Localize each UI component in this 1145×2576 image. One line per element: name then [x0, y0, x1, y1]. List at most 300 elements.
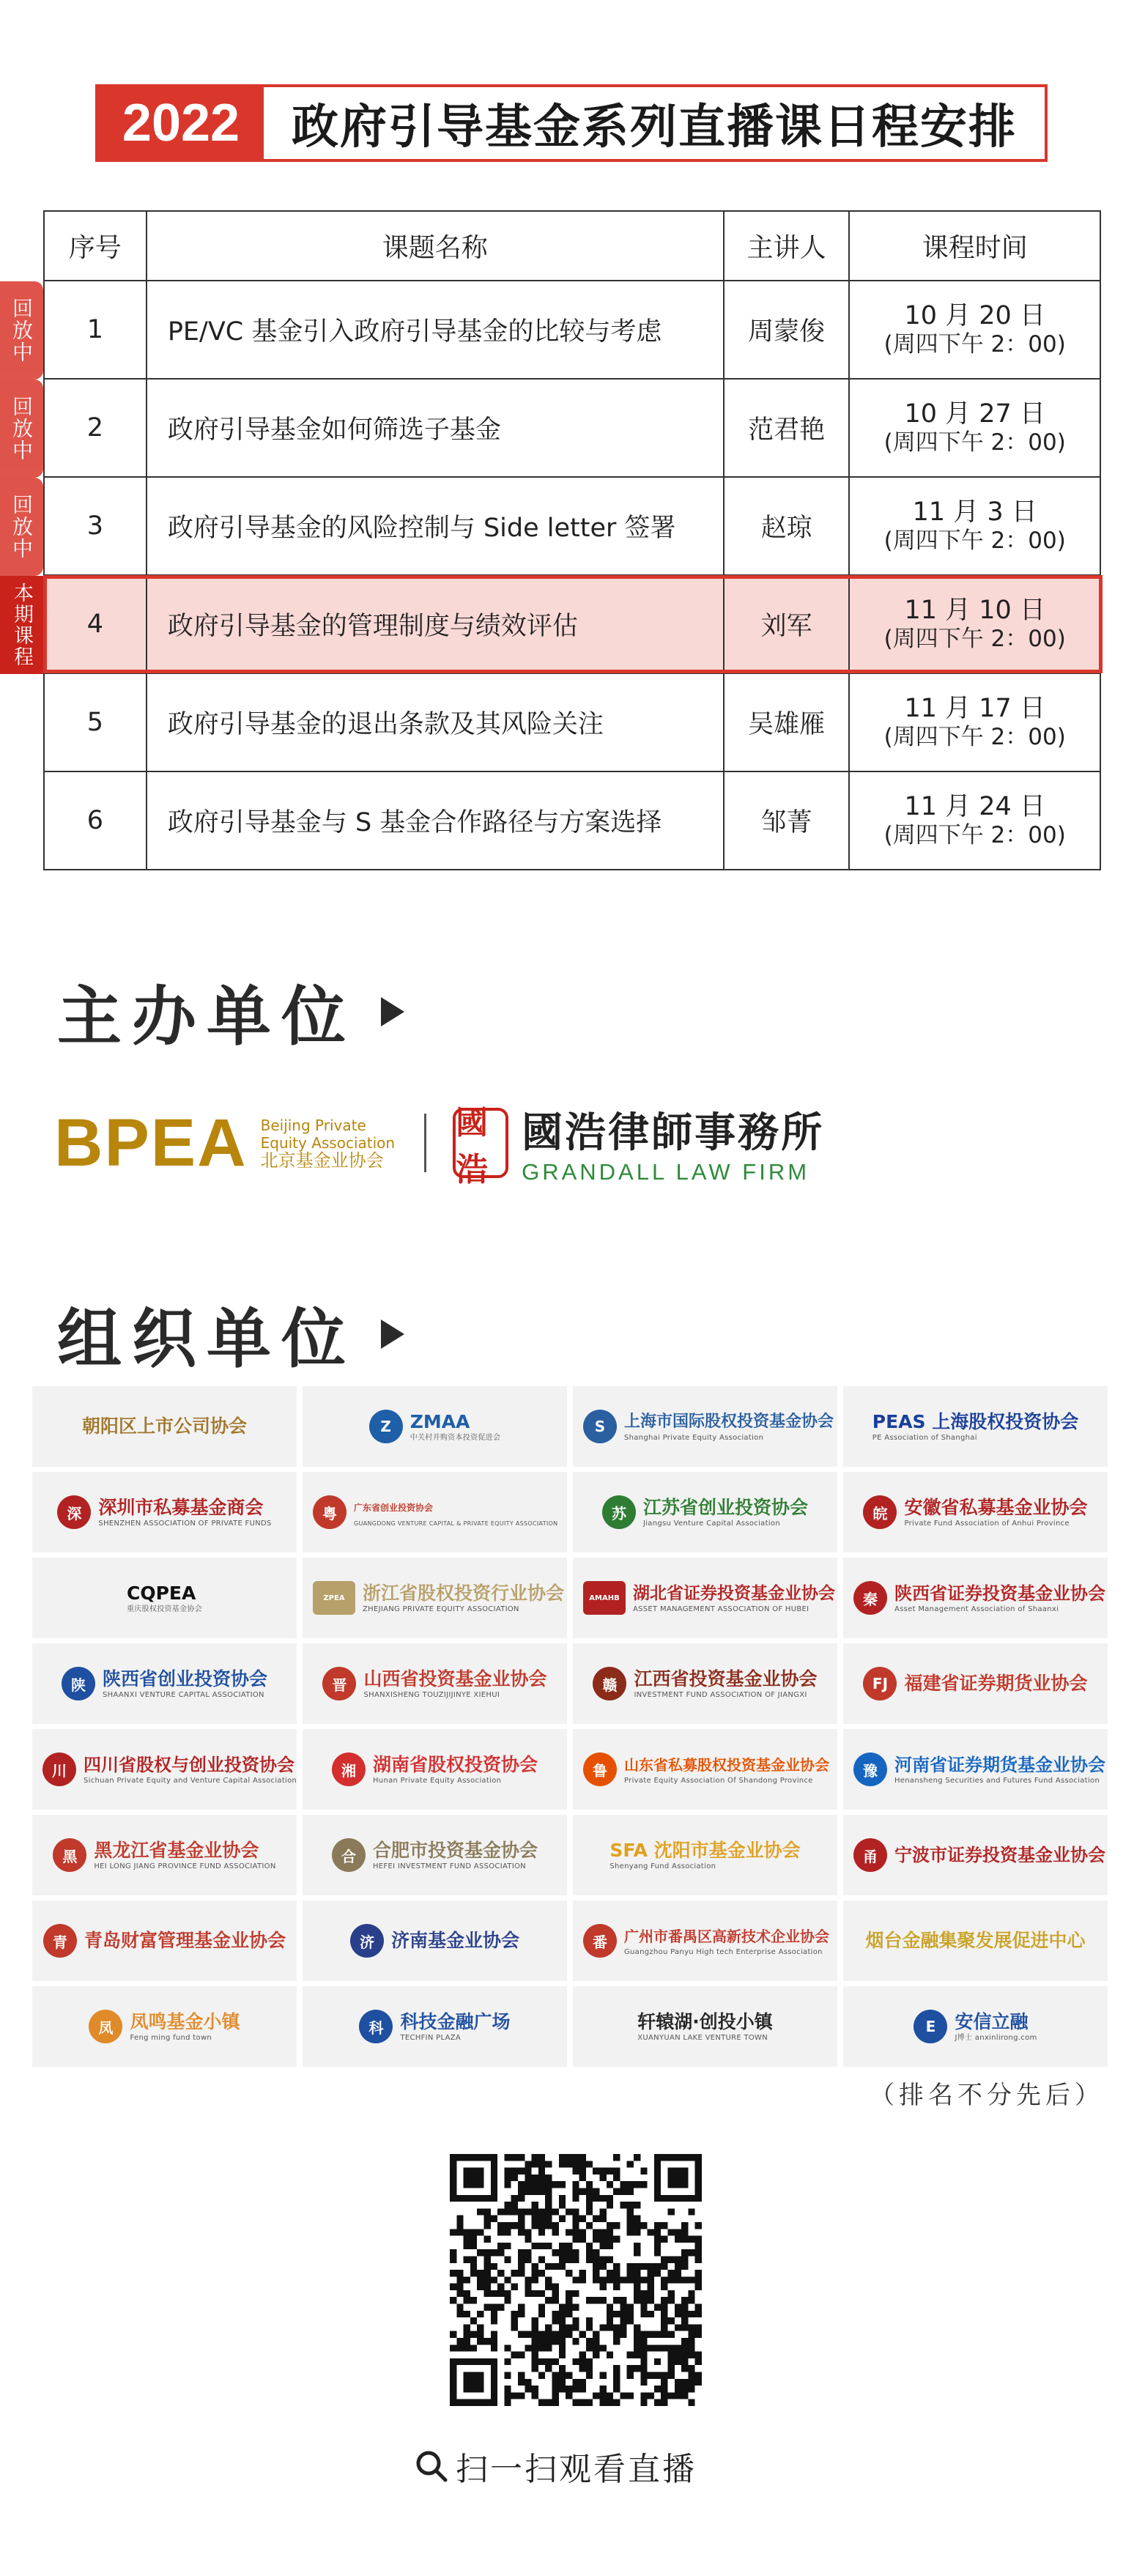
qr-module — [620, 2311, 626, 2317]
qr-module — [450, 2256, 456, 2262]
qr-module — [545, 2324, 552, 2331]
organizer-emblem-icon: 赣 — [593, 1667, 626, 1700]
qr-module — [661, 2276, 667, 2283]
qr-module — [634, 2284, 640, 2290]
qr-module — [470, 2297, 477, 2303]
qr-module — [593, 2270, 599, 2276]
qr-module — [607, 2352, 613, 2358]
qr-module — [483, 2276, 490, 2283]
organizer-logo — [573, 1900, 837, 1981]
qr-module — [497, 2284, 504, 2290]
qr-module — [654, 2399, 661, 2406]
qr-module — [538, 2338, 545, 2344]
qr-module — [640, 2290, 647, 2297]
qr-module — [511, 2154, 518, 2161]
qr-module — [511, 2175, 518, 2181]
qr-module — [559, 2372, 566, 2379]
qr-module — [532, 2216, 538, 2222]
qr-module — [572, 2324, 579, 2331]
qr-module — [464, 2243, 470, 2249]
qr-module — [545, 2365, 552, 2372]
replay-tag[interactable]: 回放中 — [0, 281, 43, 380]
qr-module — [538, 2256, 545, 2262]
qr-module — [552, 2181, 558, 2188]
qr-module — [504, 2202, 511, 2208]
qr-module — [668, 2317, 675, 2324]
qr-module — [572, 2195, 579, 2202]
qr-module — [552, 2372, 558, 2379]
title-banner — [95, 84, 1048, 162]
qr-module — [600, 2297, 607, 2303]
qr-module — [491, 2276, 497, 2283]
organizer-emblem-icon: 川 — [42, 1753, 76, 1786]
qr-module — [634, 2352, 640, 2358]
qr-module — [538, 2270, 545, 2276]
qr-module — [593, 2188, 599, 2194]
qr-module — [640, 2392, 647, 2399]
organizer-emblem-icon: ZPEA — [313, 1581, 355, 1615]
qr-module — [518, 2379, 525, 2386]
qr-module — [579, 2276, 586, 2283]
qr-module — [525, 2284, 531, 2290]
organizer-logo — [303, 1472, 567, 1552]
organizer-english-name: Feng ming fund town — [130, 2033, 212, 2042]
qr-module — [600, 2216, 607, 2222]
replay-tag[interactable]: 回放中 — [0, 478, 43, 576]
row-date: 11 月 17 日 — [904, 694, 1045, 723]
organizer-logo-grid — [32, 1386, 1113, 2067]
qr-module — [464, 2311, 470, 2317]
qr-module — [464, 2236, 470, 2243]
organizer-text — [363, 1668, 546, 1700]
qr-module — [518, 2168, 525, 2175]
organizer-english-name: XUANYUAN LAKE VENTURE TOWN — [637, 2033, 768, 2042]
qr-module — [675, 2311, 681, 2317]
qr-module — [627, 2161, 634, 2167]
qr-module — [695, 2243, 702, 2249]
qr-module — [607, 2304, 613, 2311]
qr-module — [648, 2276, 654, 2283]
qr-module — [456, 2276, 463, 2283]
qr-module — [695, 2331, 702, 2338]
qr-module — [511, 2270, 518, 2276]
qr-module — [538, 2168, 545, 2175]
qr-module — [552, 2331, 558, 2338]
organizer-text — [391, 1930, 519, 1952]
qr-module — [640, 2276, 647, 2283]
qr-module — [579, 2379, 586, 2386]
qr-module — [470, 2331, 477, 2338]
row-title: 政府引导基金的管理制度与绩效评估 — [147, 575, 724, 673]
qr-module — [532, 2324, 538, 2331]
organizer-name: 合肥市投资基金协会 — [372, 1839, 538, 1861]
qr-module — [613, 2276, 620, 2283]
qr-module — [600, 2372, 607, 2379]
qr-module — [654, 2222, 661, 2229]
organizer-text — [904, 1673, 1087, 1695]
organizer-english-name: 中关村并购资本投资促进会 — [410, 1433, 501, 1442]
qr-module — [675, 2324, 681, 2331]
qr-module — [607, 2168, 613, 2175]
qr-module — [518, 2154, 525, 2161]
qr-module — [545, 2284, 552, 2290]
qr-module — [497, 2249, 504, 2256]
organizer-text — [624, 1754, 827, 1785]
qr-module — [532, 2331, 538, 2338]
qr-module — [545, 2399, 552, 2406]
qr-module — [586, 2195, 593, 2202]
row-speaker: 刘军 — [724, 575, 850, 673]
qr-module — [566, 2297, 572, 2303]
qr-module — [640, 2222, 647, 2229]
organizer-text — [633, 1583, 835, 1614]
qr-module — [504, 2168, 511, 2175]
qr-module — [504, 2399, 511, 2406]
grandall-text — [522, 1100, 824, 1185]
qr-module — [525, 2290, 531, 2297]
qr-module — [532, 2365, 538, 2372]
qr-module — [559, 2365, 566, 2372]
qr-module — [572, 2399, 579, 2406]
table-row — [44, 771, 1100, 870]
organizer-name: 深圳市私募基金商会 — [98, 1496, 264, 1518]
qr-module — [552, 2263, 558, 2270]
organizer-logo — [303, 1986, 567, 2067]
qr-module — [552, 2317, 558, 2324]
qr-module — [600, 2168, 607, 2175]
qr-module — [545, 2195, 552, 2202]
organizer-text — [94, 1840, 275, 1871]
qr-module — [470, 2263, 477, 2270]
qr-align-core — [654, 2358, 661, 2365]
organizer-text — [609, 1840, 800, 1871]
organizer-name: 黑龙江省基金业协会 — [94, 1839, 259, 1861]
qr-module — [483, 2256, 490, 2262]
qr-module — [627, 2188, 634, 2194]
qr-module — [566, 2324, 572, 2331]
qr-module — [559, 2195, 566, 2202]
qr-module — [586, 2181, 593, 2188]
qr-module — [532, 2270, 538, 2276]
qr-module — [552, 2358, 558, 2365]
qr-module — [491, 2331, 497, 2338]
qr-module — [518, 2229, 525, 2235]
host-logos — [54, 1095, 860, 1191]
qr-module — [538, 2181, 545, 2188]
qr-module — [661, 2379, 667, 2386]
qr-module — [552, 2290, 558, 2297]
bpea-text — [261, 1117, 395, 1169]
qr-module — [627, 2208, 634, 2215]
organizer-name: 陕西省创业投资协会 — [102, 1668, 267, 1689]
host-divider — [424, 1114, 426, 1172]
qr-module — [532, 2386, 538, 2392]
qr-module — [518, 2188, 525, 2194]
qr-module — [518, 2392, 525, 2399]
qr-module — [688, 2344, 694, 2351]
organizer-name: 青岛财富管理基金业协会 — [84, 1930, 286, 1951]
qr-module — [566, 2243, 572, 2249]
qr-code[interactable] — [450, 2154, 702, 2406]
organizer-logo — [303, 1386, 567, 1467]
organizer-text — [624, 1925, 827, 1957]
qr-module — [654, 2270, 661, 2276]
organizer-emblem-icon: FJ — [863, 1667, 897, 1700]
organizer-name: SFA 沈阳市基金业协会 — [609, 1839, 801, 1861]
qr-module — [518, 2270, 525, 2276]
qr-module — [538, 2222, 545, 2229]
qr-module — [566, 2386, 572, 2392]
qr-module — [572, 2249, 579, 2256]
qr-module — [518, 2181, 525, 2188]
hosts-heading-label: 主办单位 — [57, 979, 357, 1054]
organizer-name: 烟台金融集聚发展促进中心 — [865, 1930, 1086, 1951]
qr-module — [613, 2331, 620, 2338]
organizer-logo — [32, 1900, 297, 1981]
organizer-emblem-icon: 济 — [350, 1924, 384, 1958]
organizer-emblem-icon: 深 — [57, 1495, 91, 1529]
row-no: 1 — [44, 281, 147, 379]
qr-module — [483, 2236, 490, 2243]
qr-module — [607, 2243, 613, 2249]
organizer-logo — [303, 1900, 567, 1981]
qr-module — [477, 2276, 483, 2283]
organizer-emblem-icon: 科 — [359, 2010, 393, 2043]
qr-module — [648, 2297, 654, 2303]
organizer-name: PEAS 上海股权投资协会 — [872, 1410, 1079, 1432]
organizer-emblem-icon: 粤 — [313, 1495, 347, 1529]
organizer-text — [894, 1583, 1105, 1614]
qr-module — [661, 2263, 667, 2270]
qr-module — [586, 2344, 593, 2351]
qr-module — [483, 2270, 490, 2276]
qr-module — [464, 2344, 470, 2351]
qr-module — [620, 2276, 626, 2283]
bpea-logo: BPEA — [54, 1105, 248, 1180]
qr-module — [559, 2331, 566, 2338]
organizer-emblem-icon: 鲁 — [583, 1753, 617, 1786]
qr-module — [525, 2229, 531, 2235]
qr-module — [627, 2263, 634, 2270]
organizer-logo — [843, 1729, 1108, 1810]
qr-module — [681, 2392, 688, 2399]
qr-module — [483, 2290, 490, 2297]
qr-module — [552, 2311, 558, 2317]
organizer-english-name: ASSET MANAGEMENT ASSOCIATION OF HUBEI — [633, 1605, 809, 1613]
qr-module — [640, 2168, 647, 2175]
qr-module — [688, 2297, 694, 2303]
qr-module — [470, 2344, 477, 2351]
qr-module — [600, 2324, 607, 2331]
organizer-emblem-icon: 陕 — [62, 1667, 95, 1700]
organizer-logo — [303, 1729, 567, 1810]
qr-module — [681, 2379, 688, 2386]
qr-module — [661, 2331, 667, 2338]
qr-module — [518, 2352, 525, 2358]
qr-module — [593, 2352, 599, 2358]
qr-module — [695, 2372, 702, 2379]
organizer-english-name: SHENZHEN ASSOCIATION OF PRIVATE FUNDS — [98, 1519, 272, 1528]
qr-module — [511, 2222, 518, 2229]
qr-module — [545, 2175, 552, 2181]
qr-module — [572, 2161, 579, 2167]
row-speaker: 范君艳 — [724, 379, 850, 477]
qr-module — [464, 2331, 470, 2338]
qr-module — [532, 2352, 538, 2358]
qr-module — [675, 2270, 681, 2276]
qr-module — [545, 2243, 552, 2249]
qr-module — [668, 2229, 675, 2235]
qr-module — [627, 2222, 634, 2229]
qr-module — [593, 2297, 599, 2303]
qr-module — [586, 2249, 593, 2256]
organizer-emblem-icon: 皖 — [863, 1495, 897, 1529]
qr-module — [620, 2297, 626, 2303]
qr-module — [681, 2338, 688, 2344]
qr-module — [559, 2304, 566, 2311]
qr-module — [593, 2263, 599, 2270]
qr-module — [525, 2161, 531, 2167]
qr-module — [552, 2284, 558, 2290]
qr-module — [681, 2263, 688, 2270]
qr-module — [525, 2208, 531, 2215]
organizer-name: 上海市国际股权投资基金协会 — [624, 1412, 834, 1431]
qr-module — [504, 2208, 511, 2215]
organizers-heading — [57, 1288, 404, 1380]
qr-module — [572, 2358, 579, 2365]
qr-module — [634, 2229, 640, 2235]
qr-module — [688, 2236, 694, 2243]
qr-module — [572, 2276, 579, 2283]
organizer-emblem-icon: Z — [369, 1410, 403, 1443]
qr-module — [634, 2154, 640, 2161]
qr-module — [695, 2352, 702, 2358]
qr-module — [620, 2181, 626, 2188]
qr-module — [681, 2256, 688, 2262]
row-slot: (周四下午 2：00) — [883, 429, 1066, 456]
qr-module — [552, 2249, 558, 2256]
qr-module — [579, 2188, 586, 2194]
qr-module — [532, 2208, 538, 2215]
qr-module — [607, 2399, 613, 2406]
qr-module — [538, 2188, 545, 2194]
qr-module — [607, 2202, 613, 2208]
row-title: 政府引导基金如何筛选子基金 — [147, 379, 724, 477]
qr-module — [648, 2392, 654, 2399]
organizer-name: 轩辕湖·创投小镇 — [637, 2010, 773, 2032]
replay-tag[interactable]: 回放中 — [0, 380, 43, 478]
qr-module — [648, 2311, 654, 2317]
qr-module — [668, 2276, 675, 2283]
qr-module — [620, 2304, 626, 2311]
qr-module — [504, 2256, 511, 2262]
organizer-name: 凤鸣基金小镇 — [130, 2010, 240, 2032]
qr-module — [695, 2270, 702, 2276]
qr-module — [518, 2195, 525, 2202]
qr-module — [586, 2372, 593, 2379]
qr-module — [470, 2243, 477, 2249]
qr-module — [627, 2372, 634, 2379]
qr-module — [613, 2399, 620, 2406]
qr-module — [586, 2297, 593, 2303]
qr-module — [688, 2352, 694, 2358]
qr-module — [593, 2338, 599, 2344]
organizer-text — [955, 2011, 1037, 2043]
qr-module — [627, 2365, 634, 2372]
qr-module — [532, 2222, 538, 2229]
qr-module — [559, 2216, 566, 2222]
qr-module — [675, 2352, 681, 2358]
schedule-table — [43, 210, 1101, 870]
qr-module — [607, 2324, 613, 2331]
qr-module — [579, 2216, 586, 2222]
organizer-logo — [303, 1558, 567, 1638]
qr-module — [586, 2161, 593, 2167]
qr-module — [607, 2311, 613, 2317]
qr-module — [640, 2338, 647, 2344]
qr-module — [532, 2181, 538, 2188]
qr-module — [552, 2399, 558, 2406]
qr-module — [545, 2208, 552, 2215]
qr-module — [470, 2229, 477, 2235]
qr-module — [695, 2284, 702, 2290]
qr-module — [586, 2358, 593, 2365]
qr-module — [593, 2256, 599, 2262]
qr-module — [661, 2399, 667, 2406]
qr-module — [532, 2392, 538, 2399]
organizer-name: 湖北省证券投资基金业协会 — [633, 1583, 835, 1603]
organizer-logo — [32, 1986, 297, 2067]
organizer-name: 济南基金业协会 — [390, 1930, 519, 1951]
organizer-english-name: SHAANXI VENTURE CAPITAL ASSOCIATION — [102, 1690, 264, 1699]
qr-module — [627, 2229, 634, 2235]
qr-module — [456, 2284, 463, 2290]
qr-module — [661, 2324, 667, 2331]
qr-module — [607, 2229, 613, 2235]
organizer-logo — [573, 1643, 837, 1724]
row-date: 10 月 20 日 — [904, 301, 1045, 330]
row-time — [849, 673, 1100, 771]
qr-module — [504, 2229, 511, 2235]
qr-module — [661, 2304, 667, 2311]
qr-module — [545, 2216, 552, 2222]
qr-module — [559, 2263, 566, 2270]
organizer-english-name: SHANXISHENG TOUZIJIJINYE XIEHUI — [363, 1690, 500, 1699]
qr-module — [607, 2181, 613, 2188]
qr-module — [559, 2154, 566, 2161]
qr-module — [620, 2188, 626, 2194]
qr-module — [456, 2216, 463, 2222]
qr-module — [552, 2338, 558, 2344]
qr-module — [681, 2311, 688, 2317]
qr-module — [504, 2392, 511, 2399]
organizer-text — [354, 1497, 557, 1528]
row-slot: (周四下午 2：00) — [883, 724, 1066, 750]
qr-module — [613, 2175, 620, 2181]
organizer-english-name: GUANGDONG VENTURE CAPITAL & PRIVATE EQUITY ASSOCIATION — [354, 1520, 558, 1527]
qr-module — [688, 2386, 694, 2392]
row-slot: (周四下午 2：00) — [883, 331, 1066, 358]
qr-module — [627, 2202, 634, 2208]
qr-module — [572, 2181, 579, 2188]
qr-module — [483, 2222, 490, 2229]
qr-module — [627, 2304, 634, 2311]
qr-module — [483, 2249, 490, 2256]
organizer-text — [103, 1668, 267, 1700]
qr-module — [688, 2331, 694, 2338]
qr-module — [504, 2372, 511, 2379]
qr-module — [559, 2181, 566, 2188]
